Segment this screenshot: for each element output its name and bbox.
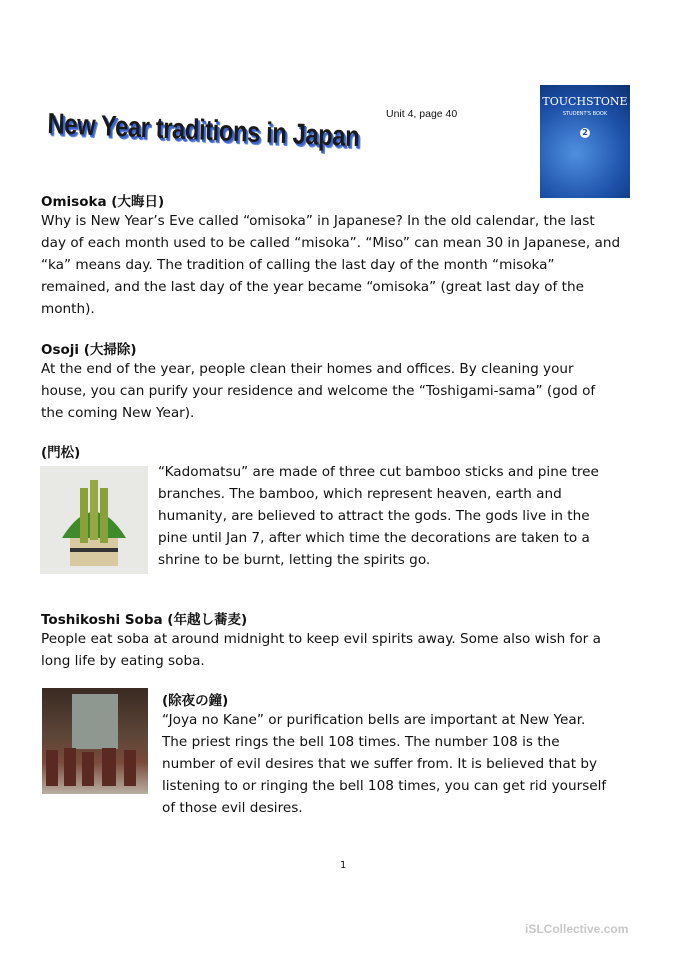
section-heading: (除夜の鐘) <box>162 693 229 709</box>
text-line: listening to or ringing the bell 108 times, you can get rid yourself <box>162 778 607 794</box>
page-title: New Year traditions in Japan <box>47 108 360 154</box>
section-heading: Omisoka (大晦日) <box>41 194 165 210</box>
section-text <box>162 709 606 819</box>
text-line: humanity, are believed to attract the gods. The gods live in the <box>158 508 590 524</box>
text-line: branches. The bamboo, which represent heaven, earth and <box>158 486 562 502</box>
text-line: day of each month used to be called “misoka”. “Miso” can mean 30 in Japanese, and <box>41 235 621 251</box>
section-heading: (門松) <box>41 445 81 461</box>
text-line: number of evil desires that we suffer from. It is believed that by <box>162 756 598 772</box>
section-kadomatsu-heading <box>41 441 80 461</box>
book-number: 2 <box>580 128 590 138</box>
text-line: shrine to be burnt, letting the spirits go. <box>158 552 431 568</box>
text-line: of those evil desires. <box>162 800 303 816</box>
text-line: “Joya no Kane” or purification bells are important at New Year. <box>162 712 586 728</box>
kadomatsu-image <box>40 466 148 574</box>
book-cover-image <box>540 85 630 198</box>
text-line: At the end of the year, people clean their homes and offices. By cleaning your <box>41 361 574 377</box>
section-text <box>158 461 599 571</box>
text-line: “ka” means day. The tradition of calling the last day of the month “misoka” <box>41 257 555 273</box>
section-text <box>41 358 595 424</box>
section-omisoka <box>41 190 620 320</box>
unit-reference: Unit 4, page 40 <box>386 108 458 120</box>
temple-bell-image <box>42 688 148 794</box>
text-line: month). <box>41 301 95 317</box>
text-line: pine until Jan 7, after which time the decorations are taken to a <box>158 530 590 546</box>
text-line: “Kadomatsu” are made of three cut bamboo sticks and pine tree <box>158 464 599 480</box>
text-line: house, you can purify your residence and welcome the “Toshigami-sama” (god of <box>41 383 596 399</box>
section-text <box>41 210 620 320</box>
text-line: remained, and the last day of the year became “omisoka” (great last day of the <box>41 279 584 295</box>
text-line: The priest rings the bell 108 times. The number 108 is the <box>162 734 560 750</box>
section-text <box>41 628 601 672</box>
section-heading: Osoji (大掃除) <box>41 342 137 358</box>
book-title: TOUCHSTONE <box>542 95 628 108</box>
section-osoji <box>41 338 595 424</box>
section-toshikoshi-soba <box>41 608 601 672</box>
text-line: long life by eating soba. <box>41 653 205 669</box>
text-line: People eat soba at around midnight to keep evil spirits away. Some also wish for a <box>41 631 601 647</box>
section-heading: Toshikoshi Soba (年越し蕎麦) <box>41 612 248 628</box>
watermark: iSLCollective.com <box>525 922 629 936</box>
book-subtitle: STUDENT'S BOOK <box>562 111 608 117</box>
text-line: Why is New Year’s Eve called “omisoka” in Japanese? In the old calendar, the last <box>41 213 595 229</box>
section-joya-no-kane <box>162 689 606 819</box>
page-number: 1 <box>340 860 347 871</box>
text-line: the coming New Year). <box>41 405 195 421</box>
